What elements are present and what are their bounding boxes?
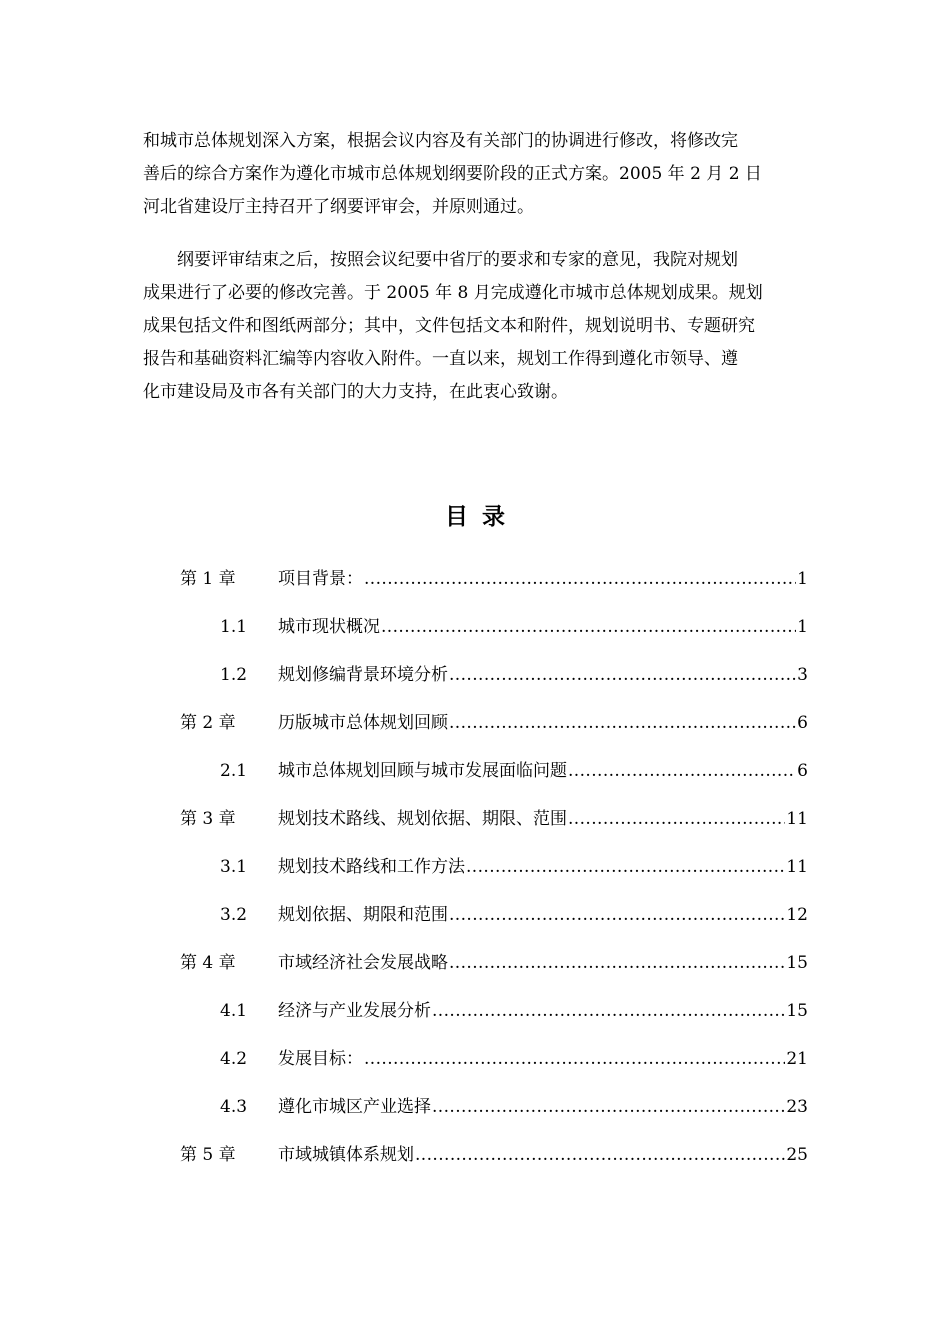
toc-entry-page-number: 12 [786, 905, 808, 925]
toc-entry[interactable] [180, 611, 808, 659]
toc-entry-leader-line [278, 563, 808, 596]
toc-entry-number: 1.1 [220, 617, 248, 637]
toc-dot-leader [449, 707, 796, 740]
toc-entry[interactable] [180, 707, 808, 755]
toc-dot-leader [449, 899, 785, 932]
toc-entry[interactable] [180, 659, 808, 707]
toc-entry-page-number: 6 [797, 713, 808, 733]
toc-entry-number: 4.2 [220, 1049, 248, 1069]
toc-entry-title: 规划技术路线、规划依据、期限、范围 [278, 809, 567, 829]
toc-entry-page-number: 23 [786, 1097, 808, 1117]
toc-entry[interactable] [180, 755, 808, 803]
paragraph-line: 善后的综合方案作为遵化市城市总体规划纲要阶段的正式方案。2005 年 2 月 2 日 [143, 164, 762, 184]
toc-dot-leader [432, 1091, 785, 1124]
toc-entry[interactable] [180, 803, 808, 851]
toc-entry-title: 市域经济社会发展战略 [278, 953, 448, 973]
toc-entry-number: 1.2 [220, 665, 248, 685]
toc-entry-number: 第 1 章 [180, 569, 236, 589]
toc-entry[interactable] [180, 899, 808, 947]
toc-entry-leader-line [278, 947, 808, 980]
intro-paragraph-1 [143, 125, 809, 224]
toc-entry-page-number: 25 [786, 1145, 808, 1165]
toc-entry-leader-line [278, 659, 808, 692]
toc-entry[interactable] [180, 851, 808, 899]
paragraph-line: 成果进行了必要的修改完善。于 2005 年 8 月完成遵化市城市总体规划成果。规划 [143, 283, 763, 303]
paragraph-line: 和城市总体规划深入方案，根据会议内容及有关部门的协调进行修改，将修改完 [143, 131, 738, 151]
paragraph-line: 化市建设局及市各有关部门的大力支持，在此衷心致谢。 [143, 382, 568, 402]
toc-dot-leader [364, 1043, 785, 1076]
toc-entry[interactable] [180, 1091, 808, 1139]
toc-entry-page-number: 6 [797, 761, 808, 781]
toc-entry-title: 规划修编背景环境分析 [278, 665, 448, 685]
toc-entry-leader-line [278, 1091, 808, 1124]
intro-paragraph-2 [143, 244, 809, 409]
toc-entry-leader-line [278, 899, 808, 932]
toc-entry[interactable] [180, 563, 808, 611]
toc-entry-leader-line [278, 995, 808, 1028]
paragraph-line: 成果包括文件和图纸两部分；其中，文件包括文本和附件，规划说明书、专题研究 [143, 316, 755, 336]
toc-dot-leader [432, 995, 785, 1028]
toc-entry[interactable] [180, 995, 808, 1043]
toc-entry-number: 第 2 章 [180, 713, 236, 733]
toc-entry-title: 城市现状概况 [278, 617, 380, 637]
toc-entry-leader-line [278, 851, 808, 884]
toc-entry-number: 4.1 [220, 1001, 248, 1021]
toc-dot-leader [415, 1139, 785, 1172]
toc-entry[interactable] [180, 947, 808, 995]
toc-entry-page-number: 1 [797, 569, 808, 589]
toc-dot-leader [466, 851, 785, 884]
toc-entry-title: 规划技术路线和工作方法 [278, 857, 465, 877]
toc-entry-title: 发展目标： [278, 1049, 363, 1069]
toc-entry-title: 历版城市总体规划回顾 [278, 713, 448, 733]
toc-entry-number: 2.1 [220, 761, 248, 781]
toc-entry[interactable] [180, 1043, 808, 1091]
toc-entry-number: 第 3 章 [180, 809, 236, 829]
toc-entry-title: 城市总体规划回顾与城市发展面临问题 [278, 761, 567, 781]
paragraph-line: 纲要评审结束之后，按照会议纪要中省厅的要求和专家的意见，我院对规划 [143, 250, 738, 270]
toc-entry-title: 规划依据、期限和范围 [278, 905, 448, 925]
toc-entry-leader-line [278, 707, 808, 740]
toc-entry-title: 遵化市城区产业选择 [278, 1097, 431, 1117]
toc-entry-page-number: 15 [786, 1001, 808, 1021]
toc-dot-leader [381, 611, 796, 644]
toc-dot-leader [568, 803, 785, 836]
toc-entry-number: 4.3 [220, 1097, 248, 1117]
toc-dot-leader [449, 947, 785, 980]
toc-entry-page-number: 11 [786, 809, 808, 829]
paragraph-line: 报告和基础资料汇编等内容收入附件。一直以来，规划工作得到遵化市领导、遵 [143, 349, 738, 369]
toc-entry-number: 3.1 [220, 857, 248, 877]
toc-title: 目录 [445, 503, 519, 530]
toc-entry-number: 第 5 章 [180, 1145, 236, 1165]
toc-entry-leader-line [278, 1043, 808, 1076]
toc-entry-leader-line [278, 1139, 808, 1172]
toc-entry-page-number: 15 [786, 953, 808, 973]
toc-entry-leader-line [278, 611, 808, 644]
toc-entry-page-number: 1 [797, 617, 808, 637]
toc-entry-page-number: 21 [786, 1049, 808, 1069]
toc-dot-leader [449, 659, 796, 692]
toc-entry-title: 市域城镇体系规划 [278, 1145, 414, 1165]
toc-dot-leader [568, 755, 796, 788]
toc-entry-number: 第 4 章 [180, 953, 236, 973]
toc-entry[interactable] [180, 1139, 808, 1187]
paragraph-line: 河北省建设厅主持召开了纲要评审会，并原则通过。 [143, 197, 534, 217]
table-of-contents [180, 563, 808, 1187]
toc-entry-leader-line [278, 803, 808, 836]
toc-entry-page-number: 11 [786, 857, 808, 877]
toc-entry-leader-line [278, 755, 808, 788]
toc-entry-page-number: 3 [797, 665, 808, 685]
toc-entry-title: 经济与产业发展分析 [278, 1001, 431, 1021]
toc-dot-leader [364, 563, 796, 596]
toc-entry-title: 项目背景： [278, 569, 363, 589]
toc-entry-number: 3.2 [220, 905, 248, 925]
